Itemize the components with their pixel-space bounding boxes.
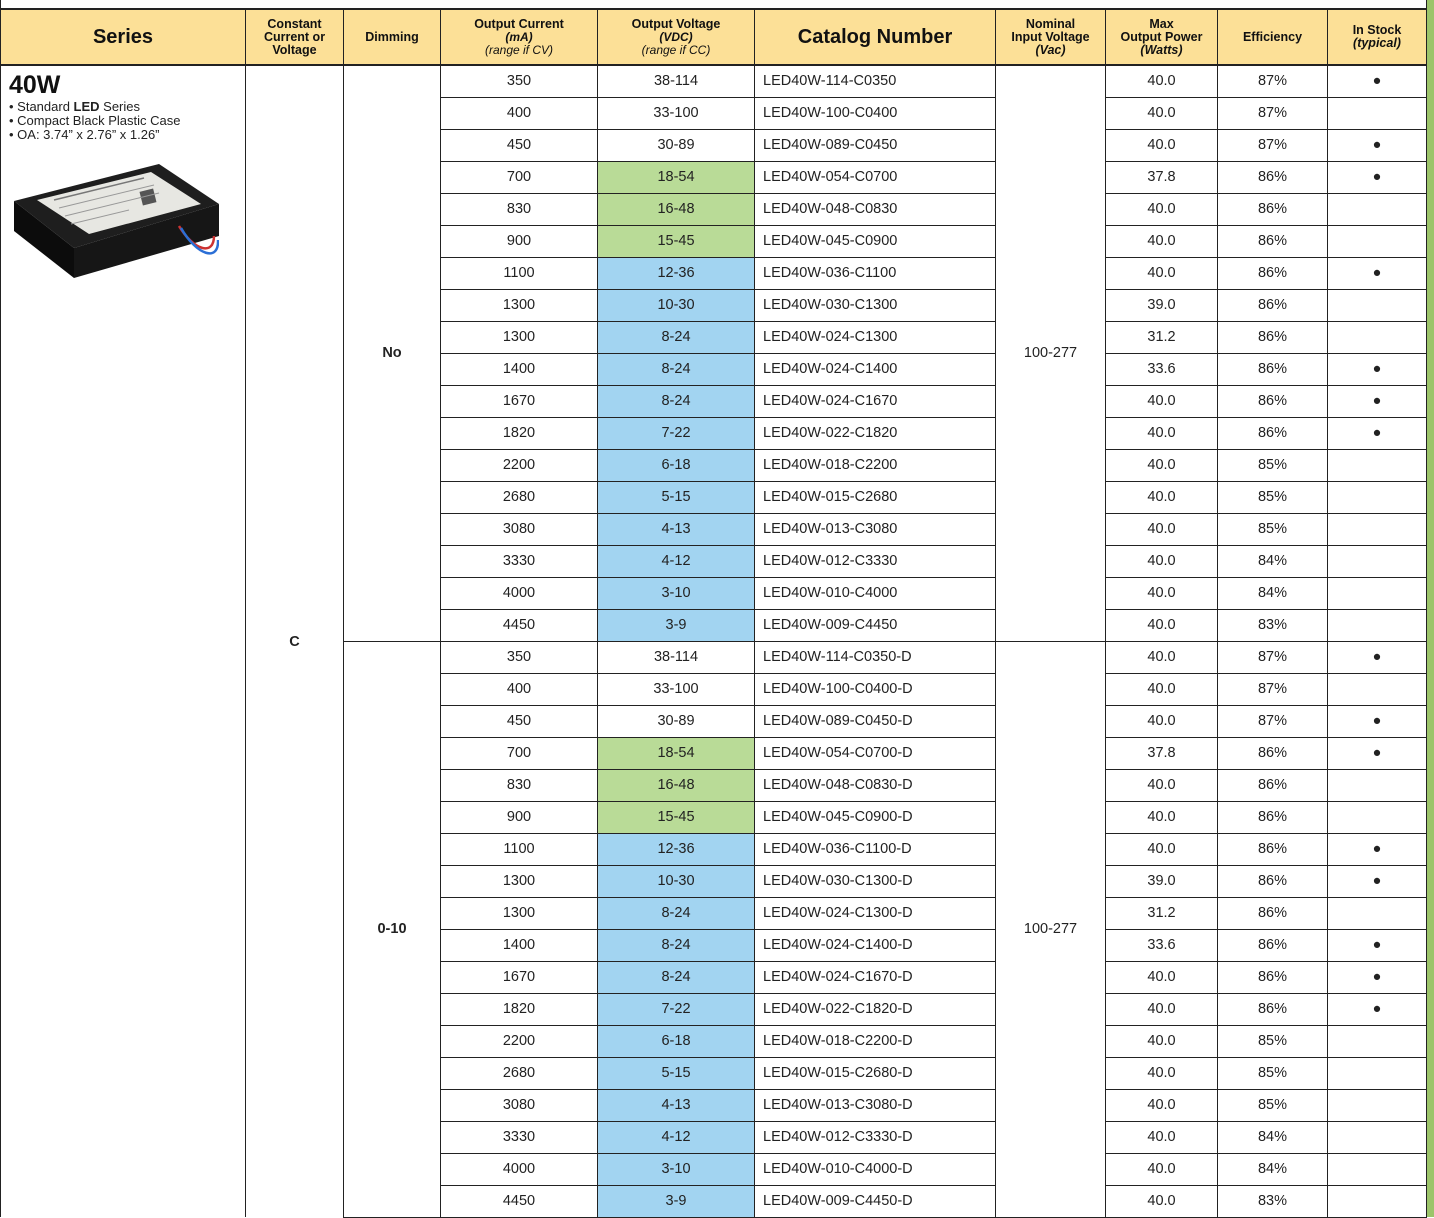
catalog-number-cell: LED40W-015-C2680: [755, 481, 996, 513]
series-bullet: • Standard LED Series: [9, 99, 141, 114]
catalog-number-cell: LED40W-054-C0700-D: [755, 737, 996, 769]
in-stock-cell: [1328, 225, 1427, 257]
max-power-cell: 40.0: [1106, 545, 1218, 577]
catalog-number-cell: LED40W-013-C3080: [755, 513, 996, 545]
max-power-cell: 39.0: [1106, 865, 1218, 897]
series-title: 40W: [9, 71, 61, 99]
catalog-number-cell: LED40W-045-C0900-D: [755, 801, 996, 833]
max-power-cell: 40.0: [1106, 705, 1218, 737]
efficiency-cell: 85%: [1218, 1089, 1328, 1121]
max-power-cell: 40.0: [1106, 577, 1218, 609]
in-stock-cell: [1328, 1057, 1427, 1089]
input-voltage-cell: 100-277: [996, 641, 1106, 1217]
led-driver-spec-table: [0, 8, 1427, 1218]
led-driver-photo: [9, 156, 219, 281]
table-row: [1, 65, 1427, 97]
in-stock-cell: [1328, 737, 1427, 769]
output-voltage-cell: 4-13: [598, 513, 755, 545]
output-current-cell: 4000: [441, 1153, 598, 1185]
max-power-cell: 40.0: [1106, 385, 1218, 417]
in-stock-cell: [1328, 97, 1427, 129]
max-power-cell: 40.0: [1106, 1153, 1218, 1185]
in-stock-cell: [1328, 1025, 1427, 1057]
max-power-cell: 40.0: [1106, 1121, 1218, 1153]
output-current-cell: 900: [441, 801, 598, 833]
in-stock-cell: [1328, 353, 1427, 385]
catalog-number-cell: LED40W-024-C1300-D: [755, 897, 996, 929]
catalog-number-cell: LED40W-100-C0400: [755, 97, 996, 129]
output-current-cell: 1300: [441, 897, 598, 929]
in-stock-cell: [1328, 385, 1427, 417]
output-current-cell: 1670: [441, 961, 598, 993]
catalog-number-cell: LED40W-045-C0900: [755, 225, 996, 257]
catalog-number-cell: LED40W-089-C0450-D: [755, 705, 996, 737]
output-voltage-cell: 3-10: [598, 577, 755, 609]
efficiency-cell: 86%: [1218, 961, 1328, 993]
catalog-number-cell: LED40W-100-C0400-D: [755, 673, 996, 705]
in-stock-cell: [1328, 481, 1427, 513]
output-current-cell: 2680: [441, 1057, 598, 1089]
header-output-voltage: Output Voltage (VDC) (range if CC): [598, 9, 755, 65]
catalog-number-cell: LED40W-114-C0350-D: [755, 641, 996, 673]
efficiency-cell: 86%: [1218, 385, 1328, 417]
output-current-cell: 1400: [441, 353, 598, 385]
output-voltage-cell: 5-15: [598, 481, 755, 513]
efficiency-cell: 86%: [1218, 225, 1328, 257]
catalog-number-cell: LED40W-009-C4450: [755, 609, 996, 641]
efficiency-cell: 86%: [1218, 257, 1328, 289]
catalog-number-cell: LED40W-089-C0450: [755, 129, 996, 161]
max-power-cell: 31.2: [1106, 897, 1218, 929]
in-stock-cell: [1328, 673, 1427, 705]
catalog-number-cell: LED40W-009-C4450-D: [755, 1185, 996, 1217]
max-power-cell: 40.0: [1106, 97, 1218, 129]
catalog-number-cell: LED40W-010-C4000-D: [755, 1153, 996, 1185]
output-voltage-cell: 7-22: [598, 993, 755, 1025]
output-voltage-cell: 33-100: [598, 673, 755, 705]
output-current-cell: 1100: [441, 833, 598, 865]
in-stock-dot-icon: ●: [1372, 745, 1382, 761]
max-power-cell: 40.0: [1106, 257, 1218, 289]
output-voltage-cell: 4-12: [598, 1121, 755, 1153]
output-current-cell: 1820: [441, 993, 598, 1025]
in-stock-dot-icon: ●: [1372, 361, 1382, 377]
efficiency-cell: 86%: [1218, 833, 1328, 865]
output-voltage-cell: 3-10: [598, 1153, 755, 1185]
catalog-number-cell: LED40W-022-C1820-D: [755, 993, 996, 1025]
efficiency-cell: 86%: [1218, 289, 1328, 321]
efficiency-cell: 85%: [1218, 1025, 1328, 1057]
output-current-cell: 700: [441, 737, 598, 769]
in-stock-dot-icon: ●: [1372, 969, 1382, 985]
output-current-cell: 1300: [441, 865, 598, 897]
output-voltage-cell: 8-24: [598, 353, 755, 385]
efficiency-cell: 83%: [1218, 1185, 1328, 1217]
in-stock-cell: [1328, 257, 1427, 289]
output-current-cell: 3330: [441, 1121, 598, 1153]
page-edge-bar: [1426, 0, 1434, 1217]
catalog-number-cell: LED40W-114-C0350: [755, 65, 996, 97]
output-current-cell: 3080: [441, 1089, 598, 1121]
efficiency-cell: 85%: [1218, 1057, 1328, 1089]
in-stock-dot-icon: ●: [1372, 169, 1382, 185]
in-stock-cell: [1328, 513, 1427, 545]
output-voltage-cell: 7-22: [598, 417, 755, 449]
in-stock-cell: [1328, 961, 1427, 993]
output-voltage-cell: 3-9: [598, 609, 755, 641]
in-stock-cell: [1328, 577, 1427, 609]
efficiency-cell: 86%: [1218, 737, 1328, 769]
output-voltage-cell: 5-15: [598, 1057, 755, 1089]
max-power-cell: 37.8: [1106, 161, 1218, 193]
efficiency-cell: 87%: [1218, 673, 1328, 705]
in-stock-dot-icon: ●: [1372, 649, 1382, 665]
efficiency-cell: 86%: [1218, 193, 1328, 225]
efficiency-cell: 86%: [1218, 993, 1328, 1025]
catalog-number-cell: LED40W-018-C2200-D: [755, 1025, 996, 1057]
in-stock-cell: [1328, 193, 1427, 225]
header-output-current: Output Current (mA) (range if CV): [441, 9, 598, 65]
max-power-cell: 40.0: [1106, 481, 1218, 513]
efficiency-cell: 83%: [1218, 609, 1328, 641]
in-stock-cell: [1328, 705, 1427, 737]
max-power-cell: 40.0: [1106, 961, 1218, 993]
in-stock-cell: [1328, 545, 1427, 577]
in-stock-dot-icon: ●: [1372, 713, 1382, 729]
output-current-cell: 3080: [441, 513, 598, 545]
in-stock-dot-icon: ●: [1372, 265, 1382, 281]
efficiency-cell: 87%: [1218, 641, 1328, 673]
output-voltage-cell: 4-12: [598, 545, 755, 577]
in-stock-dot-icon: ●: [1372, 137, 1382, 153]
in-stock-dot-icon: ●: [1372, 841, 1382, 857]
efficiency-cell: 86%: [1218, 897, 1328, 929]
efficiency-cell: 86%: [1218, 929, 1328, 961]
max-power-cell: 40.0: [1106, 1089, 1218, 1121]
output-voltage-cell: 8-24: [598, 321, 755, 353]
catalog-number-cell: LED40W-012-C3330-D: [755, 1121, 996, 1153]
output-voltage-cell: 8-24: [598, 385, 755, 417]
max-power-cell: 39.0: [1106, 289, 1218, 321]
output-voltage-cell: 15-45: [598, 225, 755, 257]
output-voltage-cell: 6-18: [598, 1025, 755, 1057]
dimming-cell: 0-10: [344, 641, 441, 1217]
in-stock-cell: [1328, 161, 1427, 193]
efficiency-cell: 86%: [1218, 353, 1328, 385]
output-current-cell: 2200: [441, 449, 598, 481]
output-voltage-cell: 38-114: [598, 65, 755, 97]
output-current-cell: 1820: [441, 417, 598, 449]
in-stock-cell: [1328, 417, 1427, 449]
in-stock-cell: [1328, 929, 1427, 961]
top-border: [0, 0, 1426, 8]
header-max-output-power: Max Output Power (Watts): [1106, 9, 1218, 65]
output-voltage-cell: 10-30: [598, 289, 755, 321]
in-stock-cell: [1328, 1121, 1427, 1153]
output-current-cell: 900: [441, 225, 598, 257]
output-current-cell: 1400: [441, 929, 598, 961]
catalog-number-cell: LED40W-024-C1400: [755, 353, 996, 385]
efficiency-cell: 87%: [1218, 705, 1328, 737]
output-current-cell: 2680: [441, 481, 598, 513]
header-input-voltage: Nominal Input Voltage (Vac): [996, 9, 1106, 65]
in-stock-cell: [1328, 833, 1427, 865]
efficiency-cell: 85%: [1218, 513, 1328, 545]
in-stock-cell: [1328, 129, 1427, 161]
output-current-cell: 450: [441, 129, 598, 161]
output-voltage-cell: 15-45: [598, 801, 755, 833]
max-power-cell: 40.0: [1106, 833, 1218, 865]
output-current-cell: 1300: [441, 289, 598, 321]
in-stock-cell: [1328, 321, 1427, 353]
efficiency-cell: 84%: [1218, 545, 1328, 577]
max-power-cell: 40.0: [1106, 673, 1218, 705]
max-power-cell: 37.8: [1106, 737, 1218, 769]
in-stock-cell: [1328, 1153, 1427, 1185]
catalog-number-cell: LED40W-030-C1300: [755, 289, 996, 321]
max-power-cell: 40.0: [1106, 769, 1218, 801]
efficiency-cell: 87%: [1218, 97, 1328, 129]
in-stock-cell: [1328, 897, 1427, 929]
max-power-cell: 40.0: [1106, 801, 1218, 833]
in-stock-cell: [1328, 993, 1427, 1025]
output-voltage-cell: 10-30: [598, 865, 755, 897]
in-stock-dot-icon: ●: [1372, 1001, 1382, 1017]
header-series: Series: [1, 9, 246, 65]
catalog-number-cell: LED40W-015-C2680-D: [755, 1057, 996, 1089]
header-in-stock: In Stock (typical): [1328, 9, 1427, 65]
max-power-cell: 40.0: [1106, 641, 1218, 673]
efficiency-cell: 87%: [1218, 129, 1328, 161]
efficiency-cell: 86%: [1218, 769, 1328, 801]
catalog-number-cell: LED40W-048-C0830: [755, 193, 996, 225]
in-stock-dot-icon: ●: [1372, 393, 1382, 409]
output-voltage-cell: 38-114: [598, 641, 755, 673]
output-current-cell: 3330: [441, 545, 598, 577]
efficiency-cell: 86%: [1218, 801, 1328, 833]
max-power-cell: 40.0: [1106, 449, 1218, 481]
output-current-cell: 2200: [441, 1025, 598, 1057]
series-bullet: • OA: 3.74” x 2.76” x 1.26”: [9, 127, 160, 142]
output-current-cell: 1100: [441, 257, 598, 289]
max-power-cell: 40.0: [1106, 609, 1218, 641]
output-current-cell: 1670: [441, 385, 598, 417]
max-power-cell: 40.0: [1106, 65, 1218, 97]
efficiency-cell: 84%: [1218, 1153, 1328, 1185]
in-stock-dot-icon: ●: [1372, 937, 1382, 953]
output-voltage-cell: 18-54: [598, 737, 755, 769]
output-voltage-cell: 4-13: [598, 1089, 755, 1121]
catalog-number-cell: LED40W-022-C1820: [755, 417, 996, 449]
max-power-cell: 40.0: [1106, 513, 1218, 545]
catalog-number-cell: LED40W-024-C1670: [755, 385, 996, 417]
output-current-cell: 4000: [441, 577, 598, 609]
efficiency-cell: 84%: [1218, 577, 1328, 609]
in-stock-dot-icon: ●: [1372, 873, 1382, 889]
in-stock-cell: [1328, 609, 1427, 641]
efficiency-cell: 86%: [1218, 865, 1328, 897]
output-current-cell: 350: [441, 641, 598, 673]
in-stock-cell: [1328, 801, 1427, 833]
catalog-number-cell: LED40W-024-C1400-D: [755, 929, 996, 961]
output-current-cell: 400: [441, 673, 598, 705]
max-power-cell: 40.0: [1106, 1025, 1218, 1057]
in-stock-dot-icon: ●: [1372, 73, 1382, 90]
in-stock-cell: [1328, 641, 1427, 673]
header-row: [1, 9, 1427, 65]
series-cell: [1, 65, 246, 1217]
in-stock-cell: [1328, 289, 1427, 321]
output-voltage-cell: 16-48: [598, 769, 755, 801]
output-voltage-cell: 8-24: [598, 929, 755, 961]
max-power-cell: 40.0: [1106, 1057, 1218, 1089]
efficiency-cell: 84%: [1218, 1121, 1328, 1153]
max-power-cell: 40.0: [1106, 417, 1218, 449]
output-voltage-cell: 33-100: [598, 97, 755, 129]
catalog-number-cell: LED40W-018-C2200: [755, 449, 996, 481]
max-power-cell: 40.0: [1106, 993, 1218, 1025]
output-current-cell: 350: [441, 65, 598, 97]
header-efficiency: Efficiency: [1218, 9, 1328, 65]
catalog-number-cell: LED40W-012-C3330: [755, 545, 996, 577]
output-voltage-cell: 3-9: [598, 1185, 755, 1217]
output-current-cell: 700: [441, 161, 598, 193]
output-current-cell: 4450: [441, 1185, 598, 1217]
efficiency-cell: 86%: [1218, 161, 1328, 193]
max-power-cell: 40.0: [1106, 225, 1218, 257]
series-bullet: • Compact Black Plastic Case: [9, 113, 181, 128]
catalog-number-cell: LED40W-030-C1300-D: [755, 865, 996, 897]
table-body: [1, 65, 1427, 1217]
output-voltage-cell: 30-89: [598, 129, 755, 161]
efficiency-cell: 85%: [1218, 449, 1328, 481]
in-stock-cell: [1328, 1089, 1427, 1121]
max-power-cell: 40.0: [1106, 193, 1218, 225]
catalog-number-cell: LED40W-024-C1300: [755, 321, 996, 353]
catalog-number-cell: LED40W-010-C4000: [755, 577, 996, 609]
max-power-cell: 40.0: [1106, 129, 1218, 161]
in-stock-cell: [1328, 449, 1427, 481]
efficiency-cell: 86%: [1218, 321, 1328, 353]
header-ccv: Constant Current or Voltage: [246, 9, 344, 65]
output-current-cell: 450: [441, 705, 598, 737]
output-current-cell: 1300: [441, 321, 598, 353]
output-voltage-cell: 30-89: [598, 705, 755, 737]
ccv-cell: C: [246, 65, 344, 1217]
header-dimming: Dimming: [344, 9, 441, 65]
input-voltage-cell: 100-277: [996, 65, 1106, 641]
output-voltage-cell: 8-24: [598, 961, 755, 993]
output-current-cell: 830: [441, 193, 598, 225]
in-stock-cell: [1328, 769, 1427, 801]
output-voltage-cell: 12-36: [598, 833, 755, 865]
max-power-cell: 40.0: [1106, 1185, 1218, 1217]
in-stock-cell: [1328, 1185, 1427, 1217]
efficiency-cell: 87%: [1218, 65, 1328, 97]
output-current-cell: 830: [441, 769, 598, 801]
header-catalog-number: Catalog Number: [755, 9, 996, 65]
efficiency-cell: 86%: [1218, 417, 1328, 449]
product-image: [9, 156, 237, 285]
output-voltage-cell: 12-36: [598, 257, 755, 289]
output-current-cell: 4450: [441, 609, 598, 641]
output-current-cell: 400: [441, 97, 598, 129]
max-power-cell: 33.6: [1106, 929, 1218, 961]
output-voltage-cell: 6-18: [598, 449, 755, 481]
in-stock-cell: [1328, 65, 1427, 97]
in-stock-dot-icon: ●: [1372, 425, 1382, 441]
catalog-number-cell: LED40W-036-C1100: [755, 257, 996, 289]
output-voltage-cell: 18-54: [598, 161, 755, 193]
catalog-number-cell: LED40W-024-C1670-D: [755, 961, 996, 993]
output-voltage-cell: 16-48: [598, 193, 755, 225]
max-power-cell: 33.6: [1106, 353, 1218, 385]
in-stock-cell: [1328, 865, 1427, 897]
efficiency-cell: 85%: [1218, 481, 1328, 513]
max-power-cell: 31.2: [1106, 321, 1218, 353]
catalog-number-cell: LED40W-013-C3080-D: [755, 1089, 996, 1121]
catalog-number-cell: LED40W-036-C1100-D: [755, 833, 996, 865]
catalog-number-cell: LED40W-054-C0700: [755, 161, 996, 193]
output-voltage-cell: 8-24: [598, 897, 755, 929]
catalog-number-cell: LED40W-048-C0830-D: [755, 769, 996, 801]
dimming-cell: No: [344, 65, 441, 641]
